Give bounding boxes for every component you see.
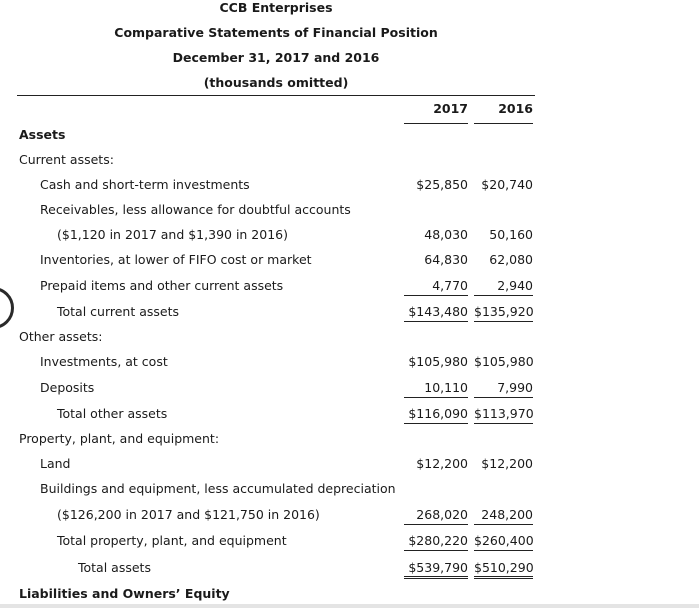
section-current-assets [0,152,699,170]
statement-title: Comparative Statements of Financial Position [114,25,438,40]
section-label: Liabilities and Owners’ Equity [19,586,230,601]
value-2017: 268,020 [404,507,468,525]
value-2016: 62,080 [489,252,533,267]
value-2016: $105,980 [474,354,534,369]
table-row-land [0,456,699,474]
value-2017: $12,200 [416,456,468,471]
value-2017: $116,090 [404,406,468,424]
value-2016: $260,400 [474,533,533,551]
table-row-cash [0,177,699,195]
value-2016: 2,940 [474,278,533,296]
page-bottom-edge [0,604,699,608]
table-row-buildings [0,481,699,499]
row-label: Total current assets [57,304,180,319]
amounts-note: (thousands omitted) [203,75,349,90]
value-2017: 64,830 [424,252,468,267]
row-label: ($126,200 in 2017 and $121,750 in 2016) [57,507,320,522]
table-row-total-current-assets [0,304,699,322]
value-2017: $143,480 [404,304,468,322]
value-2016: $510,290 [474,560,533,579]
column-header-2016 [474,101,533,116]
value-2016: 248,200 [474,507,533,525]
section-label: Other assets: [19,329,103,344]
row-label: Cash and short-term investments [40,177,250,192]
value-2017: $280,220 [404,533,468,551]
row-label: Receivables, less allowance for doubtful accounts [40,202,351,217]
value-2016: 50,160 [489,227,533,242]
row-label: Deposits [40,380,95,395]
row-label: Total other assets [57,406,168,421]
row-label: ($1,120 in 2017 and $1,390 in 2016) [57,227,288,242]
column-header-2017-label: 2017 [433,101,468,116]
value-2016: $12,200 [481,456,533,471]
section-label: Assets [19,127,66,142]
table-row-investments [0,354,699,372]
table-row-inventories [0,252,699,270]
table-row-buildings-detail [0,507,699,525]
section-assets [0,127,699,145]
value-2017: 48,030 [424,227,468,242]
section-other-assets [0,329,699,347]
row-label: Investments, at cost [40,354,168,369]
value-2016: 7,990 [474,380,533,398]
section-liabilities-equity [0,586,699,604]
column-header-2016-label: 2016 [498,101,533,116]
header-rule [17,95,535,96]
value-2017: $539,790 [404,560,468,579]
row-label: Prepaid items and other current assets [40,278,284,293]
table-row-receivables [0,202,699,220]
value-2016: $20,740 [481,177,533,192]
section-ppe [0,431,699,449]
value-2017: $105,980 [408,354,468,369]
row-label: Total property, plant, and equipment [57,533,287,548]
section-label: Current assets: [19,152,114,167]
row-label: Inventories, at lower of FIFO cost or market [40,252,312,267]
table-row-total-assets [0,560,699,578]
row-label: Buildings and equipment, less accumulated depreciation [40,481,396,496]
table-row-prepaid [0,278,699,296]
company-name: CCB Enterprises [219,0,333,15]
row-label: Total assets [78,560,151,575]
value-2017: 10,110 [404,380,468,398]
table-row-receivables-detail [0,227,699,245]
value-2016: $113,970 [474,406,533,424]
value-2017: $25,850 [416,177,468,192]
table-row-deposits [0,380,699,398]
table-row-total-other-assets [0,406,699,424]
row-label: Land [40,456,71,471]
statement-period: December 31, 2017 and 2016 [172,50,380,65]
value-2016: $135,920 [474,304,533,322]
table-row-total-ppe [0,533,699,551]
section-label: Property, plant, and equipment: [19,431,220,446]
value-2017: 4,770 [404,278,468,296]
column-header-2017 [404,101,468,116]
